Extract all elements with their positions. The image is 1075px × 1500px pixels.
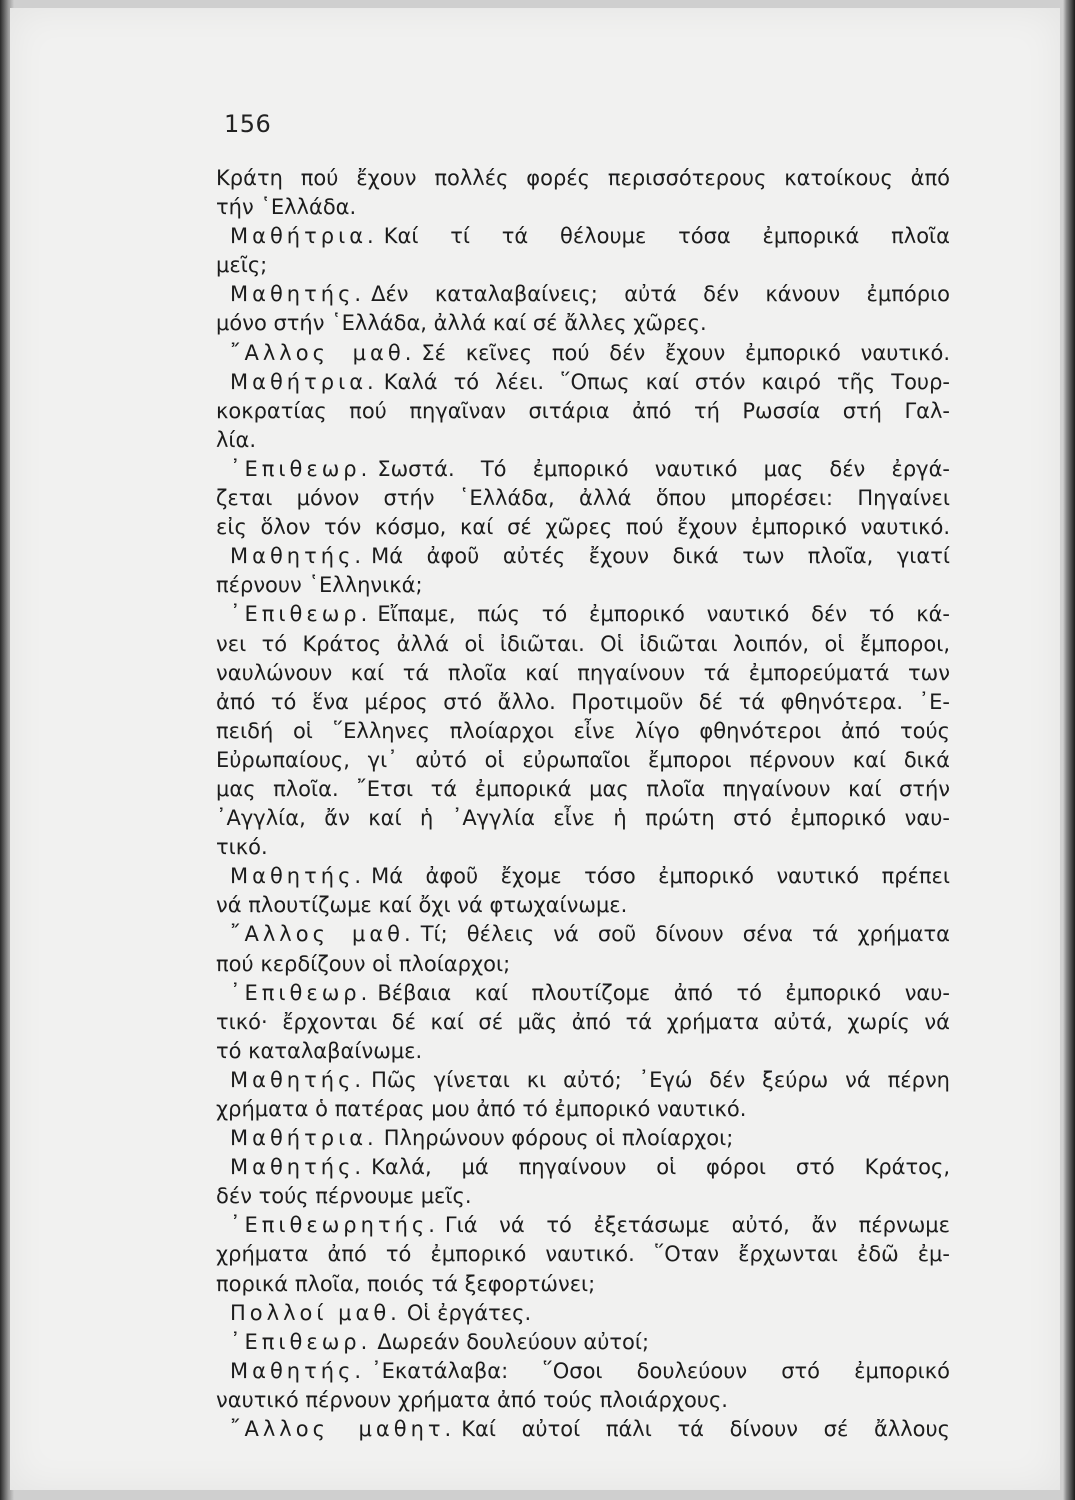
line-text: χρήματα ὁ πατέρας μου ἀπό τό ἐμπορικό ναυτικό. [216, 1097, 747, 1121]
text-line [216, 717, 950, 746]
line-text: Τί; θέλεις νά σοῦ δίνουν σένα τά χρήματα [420, 922, 950, 947]
text-line [216, 600, 950, 629]
text-line [216, 1328, 950, 1357]
line-text: μόνο στήν ῾Ελλάδα, ἀλλά καί σέ ἄλλες χῶρες. [216, 311, 707, 336]
line-text: τήν ῾Ελλάδα. [216, 195, 357, 220]
speaker-label: ᾽Επιθεωρ. [230, 980, 372, 1005]
text-line [216, 804, 950, 833]
line-text: Σέ κεῖνες πού δέν ἔχουν ἐμπορικό ναυτικό. [421, 340, 950, 365]
text-line [216, 1240, 950, 1269]
text-line [216, 1095, 950, 1124]
text-line [216, 1357, 950, 1386]
line-text: τικό. [216, 835, 268, 860]
text-line [216, 1037, 950, 1066]
dialogue-text [216, 164, 950, 1444]
text-line [216, 833, 950, 862]
line-text: Οἱ ἐργάτες. [406, 1300, 532, 1325]
speaker-label: ῎Αλλος μαθ. [230, 922, 415, 947]
line-text: τικό· ἔρχονται δέ καί σέ μᾶς ἀπό τά χρήματα αὐτά, χωρίς νά [216, 1009, 950, 1034]
speaker-label: Μαθητής. [230, 544, 366, 569]
text-line [216, 862, 950, 891]
speaker-label: Μαθήτρια. [230, 369, 378, 394]
line-text: Βέβαια καί πλουτίζομε ἀπό τό ἐμπορικό ναυ- [377, 980, 950, 1005]
text-line [216, 1299, 950, 1328]
line-text: μας πλοῖα. ῎Ετσι τά ἐμπορικά μας πλοῖα πηγαίνουν καί στήν [216, 776, 950, 801]
text-line [216, 251, 950, 280]
line-text: πού κερδίζουν οἱ πλοίαρχοι; [216, 951, 511, 976]
text-line [216, 1386, 950, 1415]
line-text: Πῶς γίνεται κι αὐτό; ᾽Εγώ δέν ξεύρω νά πέρνη [371, 1067, 950, 1092]
speaker-label: Μαθήτρια. [230, 1126, 378, 1151]
speaker-label: Μαθητής. [230, 864, 366, 889]
line-text: Δωρεάν δουλεύουν αὐτοί; [377, 1329, 650, 1354]
speaker-label: ῎Αλλος μαθητ. [230, 1417, 456, 1442]
text-line [216, 1066, 950, 1095]
text-line [216, 1008, 950, 1037]
line-text: λία. [216, 427, 257, 452]
text-line [216, 164, 950, 193]
text-line [216, 950, 950, 979]
speaker-label: Μαθήτρια. [230, 224, 378, 249]
text-line [216, 222, 950, 251]
line-text: Δέν καταλαβαίνεις; αὐτά δέν κάνουν ἐμπόριο [371, 282, 950, 307]
line-text: ᾽Εκατάλαβα: ῞Οσοι δουλεύουν στό ἐμπορικό [371, 1358, 950, 1383]
speaker-label: ῎Αλλος μαθ. [230, 340, 416, 365]
text-line [216, 571, 950, 600]
line-text: ᾽Αγγλία, ἄν καί ἡ ᾽Αγγλία εἶνε ἡ πρώτη στό ἐμπορικό ναυ- [216, 806, 950, 831]
line-text: ναυτικό πέρνουν χρήματα ἀπό τούς πλοιάρχους. [216, 1387, 728, 1412]
line-text: Γιά νά τό ἐξετάσωμε αὐτό, ἄν πέρνωμε [444, 1213, 950, 1238]
speaker-label: Μαθητής. [230, 1067, 366, 1092]
line-text: Καί αὐτοί πάλι τά δίνουν σέ ἄλλους [461, 1417, 950, 1442]
text-line [216, 688, 950, 717]
line-text: πορικά πλοῖα, ποιός τά ξεφορτώνει; [216, 1271, 596, 1296]
page-number: 156 [224, 110, 272, 138]
text-line [216, 309, 950, 338]
text-line [216, 368, 950, 397]
text-line [216, 979, 950, 1008]
speaker-label: Πολλοί μαθ. [230, 1300, 401, 1325]
line-text: εἰς ὅλον τόν κόσμο, καί σέ χῶρες πού ἔχουν ἐμπορικό ναυτικό. [216, 515, 950, 540]
text-line [216, 280, 950, 309]
text-line [216, 891, 950, 920]
text-line [216, 920, 950, 949]
line-text: δέν τούς πέρνουμε μεῖς. [216, 1184, 472, 1209]
speaker-label: Μαθητής. [230, 1155, 366, 1180]
text-line [216, 1270, 950, 1299]
text-line [216, 426, 950, 455]
line-text: Καί τί τά θέλουμε τόσα ἐμπορικά πλοῖα [383, 224, 950, 249]
speaker-label: Μαθητής. [230, 282, 366, 307]
text-line [216, 339, 950, 368]
scan-right-edge [1063, 0, 1075, 1500]
line-text: μεῖς; [216, 253, 268, 278]
line-text: νά πλουτίζωμε καί ὄχι νά φτωχαίνωμε. [216, 893, 628, 918]
text-line [216, 455, 950, 484]
text-line [216, 746, 950, 775]
text-line [216, 1124, 950, 1153]
line-text: χρήματα ἀπό τό ἐμπορικό ναυτικό. ῞Οταν ἔρχωνται ἐδῶ ἐμ- [216, 1242, 950, 1267]
text-line [216, 1211, 950, 1240]
speaker-label: ᾽Επιθεωρ. [230, 1329, 372, 1354]
text-line [216, 193, 950, 222]
line-text: Πληρώνουν φόρους οἱ πλοίαρχοι; [383, 1126, 734, 1151]
text-line [216, 1182, 950, 1211]
line-text: ζεται μόνον στήν ῾Ελλάδα, ἀλλά ὅπου μπορέσει: Πηγαίνει [216, 486, 950, 511]
text-line [216, 1153, 950, 1182]
text-line [216, 630, 950, 659]
text-line [216, 1415, 950, 1444]
line-text: Κράτη πού ἔχουν πολλές φορές περισσότερους κατοίκους ἀπό [216, 166, 950, 190]
speaker-label: ᾽Επιθεωρητής. [230, 1213, 439, 1238]
line-text: ναυλώνουν καί τά πλοῖα καί πηγαίνουν τά ἐμπορεύματά των [216, 660, 950, 685]
line-text: πέρνουν ῾Ελληνικά; [216, 573, 423, 598]
line-text: Σωστά. Τό ἐμπορικό ναυτικό μας δέν ἐργά- [377, 456, 950, 481]
line-text: Καλά τό λέει. ῞Οπως καί στόν καιρό τῆς Τουρ- [383, 369, 950, 394]
line-text: κοκρατίας πού πηγαῖναν σιτάρια ἀπό τή Ρωσσία στή Γαλ- [216, 398, 950, 423]
speaker-label: ᾽Επιθεωρ. [230, 602, 372, 627]
line-text: πειδή οἱ ῞Ελληνες πλοίαρχοι εἶνε λίγο φθηνότεροι ἀπό τούς [216, 718, 950, 743]
text-line [216, 397, 950, 426]
line-text: νει τό Κράτος ἀλλά οἱ ἰδιῶται. Οἱ ἰδιῶται λοιπόν, οἱ ἔμποροι, [216, 631, 950, 656]
text-line [216, 484, 950, 513]
line-text: τό καταλαβαίνωμε. [216, 1038, 423, 1063]
line-text: Εὐρωπαίους, γι᾽ αὐτό οἱ εὐρωπαῖοι ἔμποροι πέρνουν καί δικά [216, 747, 950, 772]
line-text: Εἴπαμε, πώς τό ἐμπορικό ναυτικό δέν τό κά- [377, 602, 950, 627]
text-line [216, 542, 950, 571]
speaker-label: ᾽Επιθεωρ. [230, 456, 372, 481]
line-text: Μά ἀφοῦ αὐτές ἔχουν δικά των πλοῖα, γιατί [371, 544, 950, 569]
text-line [216, 775, 950, 804]
text-line [216, 659, 950, 688]
line-text: Μά ἀφοῦ ἔχομε τόσο ἐμπορικό ναυτικό πρέπει [371, 864, 950, 889]
text-line [216, 513, 950, 542]
speaker-label: Μαθητής. [230, 1358, 366, 1383]
line-text: ἀπό τό ἕνα μέρος στό ἄλλο. Προτιμοῦν δέ τά φθηνότερα. ᾽Ε- [216, 689, 950, 714]
line-text: Καλά, μά πηγαίνουν οἱ φόροι στό Κράτος, [371, 1155, 950, 1180]
